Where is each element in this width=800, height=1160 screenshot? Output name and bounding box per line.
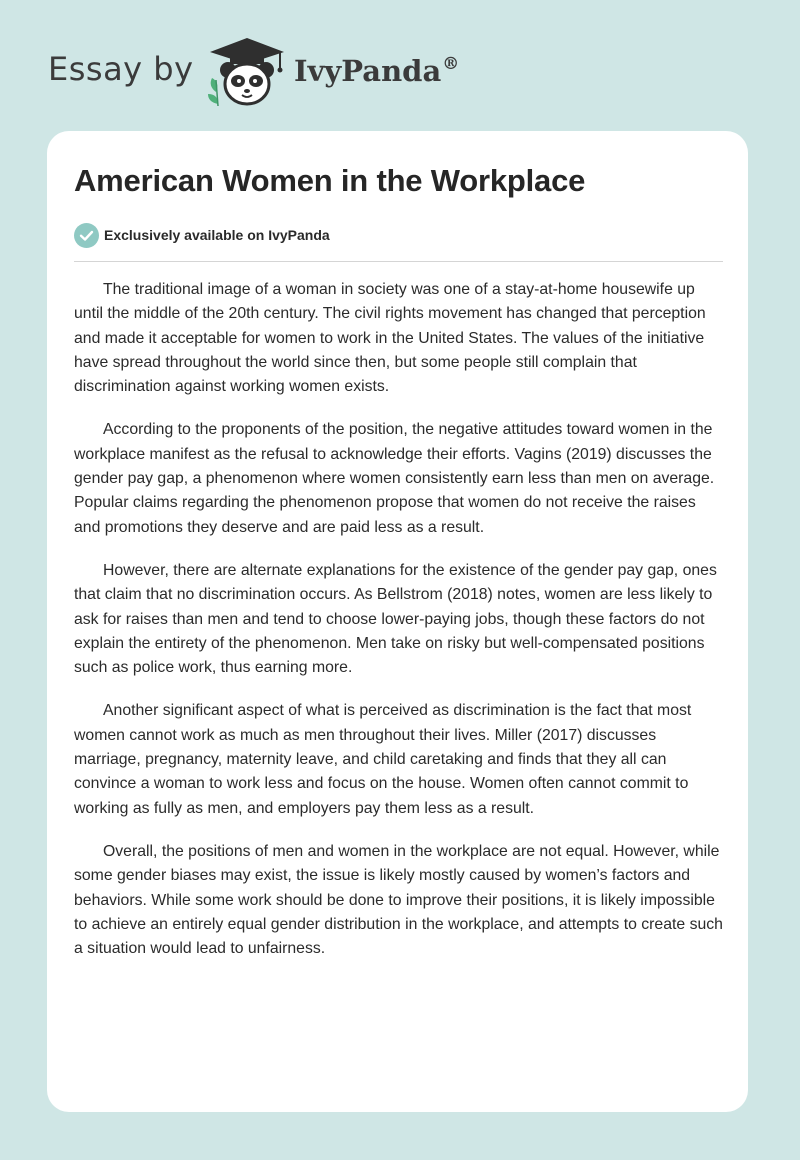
check-circle-icon — [74, 223, 99, 248]
essay-body — [74, 278, 723, 980]
panda-graduate-icon[interactable] — [202, 34, 292, 110]
paragraph: Overall, the positions of men and women in the workplace are not equal. However, while some gender biases may exist, the issue is likely mostly caused by women’s factors and behaviors. While some work should be done to improve their positions, it is likely impossible to achieve an entirely equal gender distribution in the workplace, and attempts to create such a situation would lead to unfairness. — [74, 842, 723, 958]
paragraph: According to the proponents of the position, the negative attitudes toward women in the workplace manifest as the refusal to acknowledge their efforts. Vagins (2019) discusses the gender pay gap, a phenomenon where women consistently earn less than men on average. Popular claims regarding the phenomenon propose that women do not receive the raises and promotions they deserve and are paid less as a result. — [74, 421, 715, 536]
page-title: American Women in the Workplace — [74, 163, 586, 198]
paragraph: The traditional image of a woman in society was one of a stay-at-home housewife up until the middle of the 20th century. The civil rights movement has changed that perception and made it acceptable for women to work in the United States. The values of the initiative have spread throughout the world since then, but some people still complain that discrimination against working women exists. — [74, 281, 706, 396]
essay-by-label: Essay by — [48, 50, 194, 88]
paragraph: Another significant aspect of what is perceived as discrimination is the fact that most women cannot work as much as men throughout their lives. Miller (2017) discusses marriage, pregnancy, maternity leave, and child caretaking and finds that they all can convince a woman to work less and focus on the house. Women often cannot commit to working as fully as men, and employers pay them less as a result. — [74, 702, 692, 817]
divider — [74, 261, 723, 262]
brand-name[interactable] — [294, 54, 459, 88]
essay-card — [47, 131, 748, 1112]
exclusive-badge — [74, 222, 330, 248]
paragraph: However, there are alternate explanations for the existence of the gender pay gap, ones that claim that no discrimination occurs. As Bellstrom (2018) notes, women are less likely to ask for raises than men and tend to choose lower-paying jobs, though these factors do not explain the entirety of the phenomenon. Men take on risky but well-compensated positions such as police work, thus earning more. — [74, 561, 717, 677]
brand-text: IvyPanda — [294, 54, 442, 88]
site-header — [48, 34, 508, 110]
exclusive-badge-text: Exclusively available on IvyPanda — [104, 227, 330, 243]
registered-mark: ® — [442, 54, 460, 74]
